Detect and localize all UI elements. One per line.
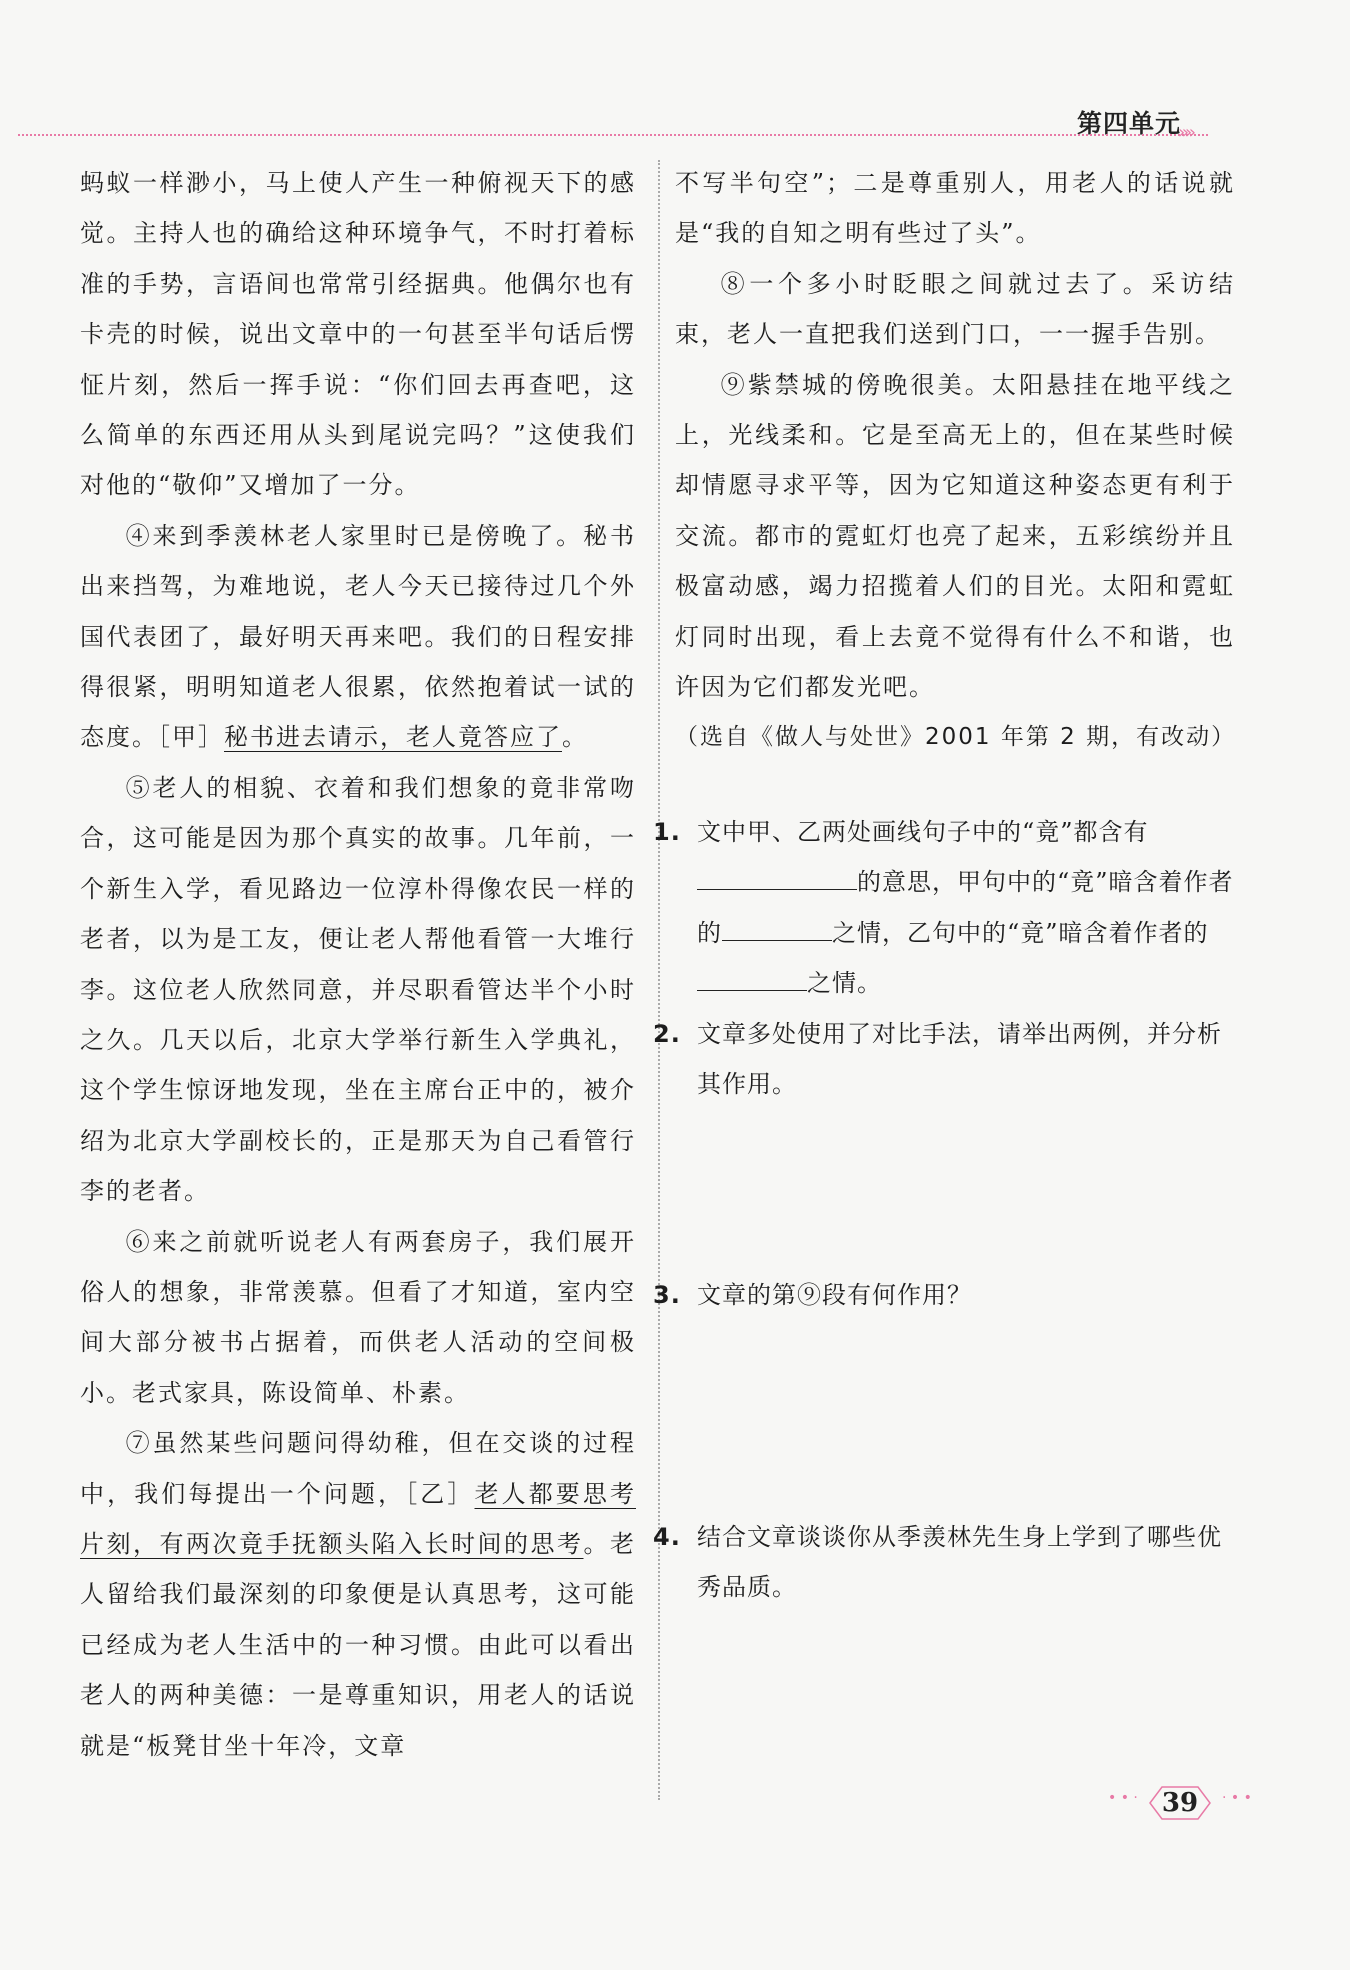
question-2: 2. 文章多处使用了对比手法，请举出两例，并分析其作用。	[653, 1020, 1222, 1099]
page-number: 39	[1161, 1788, 1199, 1818]
answer-blank-2[interactable]	[722, 914, 832, 941]
paragraph-7-continued: 不写半句空”；二是尊重别人，用老人的话说就是“我的自知之明有些过了头”。	[675, 169, 1235, 248]
paragraph-9: ⑨紫禁城的傍晚很美。太阳悬挂在地平线之上，光线柔和。它是至高无上的，但在某些时候却情愿寻求平等，因为它知道这种姿态更有利于交流。都市的霓虹灯也亮了起来，五彩缤纷并且极富动感，竭力招揽着人们的目光。太阳和霓虹灯同时出现，看上去竟不觉得有什么不和谐，也许因为它们都发光吧。	[675, 370, 1235, 702]
left-column	[80, 158, 636, 1771]
header-divider	[18, 134, 1208, 136]
question-3: 3. 文章的第⑨段有何作用？	[653, 1281, 972, 1309]
dots-right-icon: · • •	[1222, 1790, 1252, 1806]
paragraph-3-continued: 蚂蚁一样渺小，马上使人产生一种俯视天下的感觉。主持人也的确给这种环境争气，不时打着标准的手势，言语间也常常引经据典。他偶尔也有卡壳的时候，说出文章中的一句甚至半句话后愣怔片刻，然后一挥手说：“你们回去再查吧，这么简单的东西还用从头到尾说完吗？”这使我们对他的“敬仰”又增加了一分。	[80, 169, 636, 500]
paragraph-5: ⑤老人的相貌、衣着和我们想象的竟非常吻合，这可能是因为那个真实的故事。几年前，一个新生入学，看见路边一位淳朴得像农民一样的老者，以为是工友，便让老人帮他看管一大堆行李。这位老人欣然同意，并尽职看管达半个小时之久。几天以后，北京大学举行新生入学典礼，这个学生惊讶地发现，坐在主席台正中的，被介绍为北京大学副校长的，正是那天为自己看管行李的老者。	[80, 773, 636, 1206]
right-column	[675, 158, 1235, 763]
answer-blank-1[interactable]	[697, 863, 857, 890]
chevron-right-icon: »»	[1178, 122, 1193, 143]
answer-blank-3[interactable]	[697, 964, 807, 991]
unit-title: 第四单元	[1077, 109, 1182, 138]
paragraph-7: ⑦虽然某些问题问得幼稚，但在交谈的过程中，我们每提出一个问题，［乙］老人都要思考片刻，有两次竟手抚额头陷入长时间的思考。老人留给我们最深刻的印象便是认真思考，这可能已经成为老人生活中的一种习惯。由此可以看出老人的两种美德：一是尊重知识，用老人的话说就是“板凳甘坐十年冷，文章	[80, 1429, 636, 1760]
question-1: 1. 文中甲、乙两处画线句子中的“竟”都含有的意思，甲句中的“竟”暗含着作者的 之情，乙句中的“竟”暗含着作者的之情。	[653, 818, 1234, 998]
source-citation: （选自《做人与处世》2001 年第 2 期，有改动）	[675, 724, 1237, 751]
underlined-sentence-jia: 秘书进去请示，老人竟答应了	[224, 723, 562, 752]
paragraph-8: ⑧一个多小时眨眼之间就过去了。采访结束，老人一直把我们送到门口，一一握手告别。	[675, 269, 1235, 349]
underlined-sentence-yi: 老人都要思考片刻，有两次竟手抚额头陷入长时间的思考	[80, 1479, 636, 1558]
paragraph-4: ④来到季羡林老人家里时已是傍晚了。秘书出来挡驾，为难地说，老人今天已接待过几个外国代表团了，最好明天再来吧。我们的日程安排得很紧，明明知道老人很累，依然抱着试一试的态度。［甲］秘书进去请示，老人竟答应了。	[80, 521, 636, 752]
paragraph-6: ⑥来之前就听说老人有两套房子，我们展开俗人的想象，非常羡慕。但看了才知道，室内空间大部分被书占据着，而供老人活动的空间极小。老式家具，陈设简单、朴素。	[80, 1227, 636, 1407]
dots-left-icon: • • ·	[1108, 1790, 1138, 1806]
question-4: 4. 结合文章谈谈你从季羡林先生身上学到了哪些优秀品质。	[653, 1523, 1222, 1602]
